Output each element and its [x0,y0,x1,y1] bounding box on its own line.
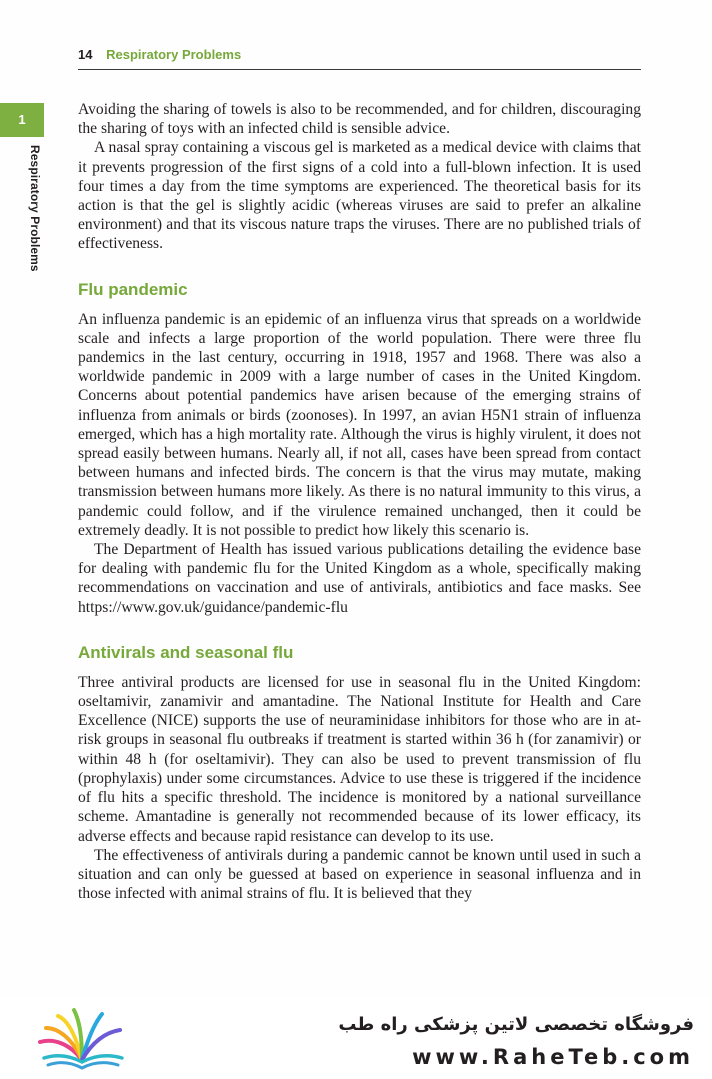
paragraph-towels: Avoiding the sharing of towels is also to be recommended, and for children, discouraging the sharing of toys with an infected child is sensible advice. [78,101,641,138]
heading-antivirals: Antivirals and seasonal flu [78,642,294,662]
chapter-number-tab: 1 [0,103,44,137]
paragraph-influenza-pandemic: An influenza pandemic is an epidemic of an influenza virus that spreads on a worldwide scale and infects a large proportion of the world population. There were three flu pandemics in the last century, occurring in 1918, 1957 and 1968. There was also a worldwide pandemic in 2009 with a large number of cases in the United Kingdom. Concerns about potential pandemics have arisen because of the emerging strains of influenza from animals or birds (zoonoses). In 1997, an avian H5N1 strain of influenza emerged, which has a high mortality rate. Although the virus is highly virulent, it does not spread easily between humans. Nearly all, if not all, cases have been spread from contact between humans and infected birds. The concern is that the virus may mutate, making transmission between humans more likely. As there is no natural immunity to this virus, a pandemic could follow, and if the virulence remained unchanged, then it could be extremely deadly. It is not possible to predict how likely this scenario is. [78,310,641,539]
paragraph-antiviral-products: Three antiviral products are licensed for use in seasonal flu in the United Kingdom: oseltamivir, zanamivir and amantadine. The National Institute for Health and Care Excellence (NICE) supports the use of neuraminidase inhibitors for those who are in at-risk groups in seasonal flu outbreaks if treatment is started within 36 h (for zanamivir) or within 48 h (for oseltamivir). They can also be used to prevent transmission of flu (prophylaxis) under some circumstances. Advice to use these is triggered if the incidence of flu hits a specific threshold. The incidence is monitored by a national surveillance scheme. Amantadine is generally not recommended because of its lower efficacy, its adverse effects and because rapid resistance can develop to its use. [78,673,641,845]
running-title: Respiratory Problems [106,47,242,62]
paragraph-nasal-spray: A nasal spray containing a viscous gel is marketed as a medical device with claims that it prevents progression of the first signs of a cold into a full-blown infection. It is used four times a day from the time symptoms are experienced. The theoretical basis for its action is that the gel is slightly acidic (whereas viruses are said to prefer an alkaline environment) and that its viscous nature traps the viruses. There are no published trials of effectiveness. [78,139,641,253]
website-url: www.RaheTeb.com [412,1045,694,1069]
watermark-footer [0,1000,712,1079]
open-book-rainbow-logo-icon [36,1008,128,1070]
page-body [78,100,641,903]
paragraph-department-of-health: The Department of Health has issued various publications detailing the evidence base for dealing with pandemic flu for the United Kingdom as a whole, specifically making recommendations on vaccination and use of antivirals, antibiotics and face masks. See https://www.gov.uk/guidance/pandemic-flu [78,541,641,616]
heading-flu-pandemic: Flu pandemic [78,279,188,299]
chapter-side-label: Respiratory Problems [28,145,42,272]
running-header [78,47,641,70]
store-name: فروشگاه تخصصی لاتین پزشکی راه طب [338,1014,694,1035]
paragraph-antiviral-effectiveness: The effectiveness of antivirals during a pandemic cannot be known until used in such a situation and can only be guessed at based on experience in seasonal influenza and in those infected with animal strains of flu. It is believed that they [78,846,641,903]
page-number: 14 [78,47,93,62]
